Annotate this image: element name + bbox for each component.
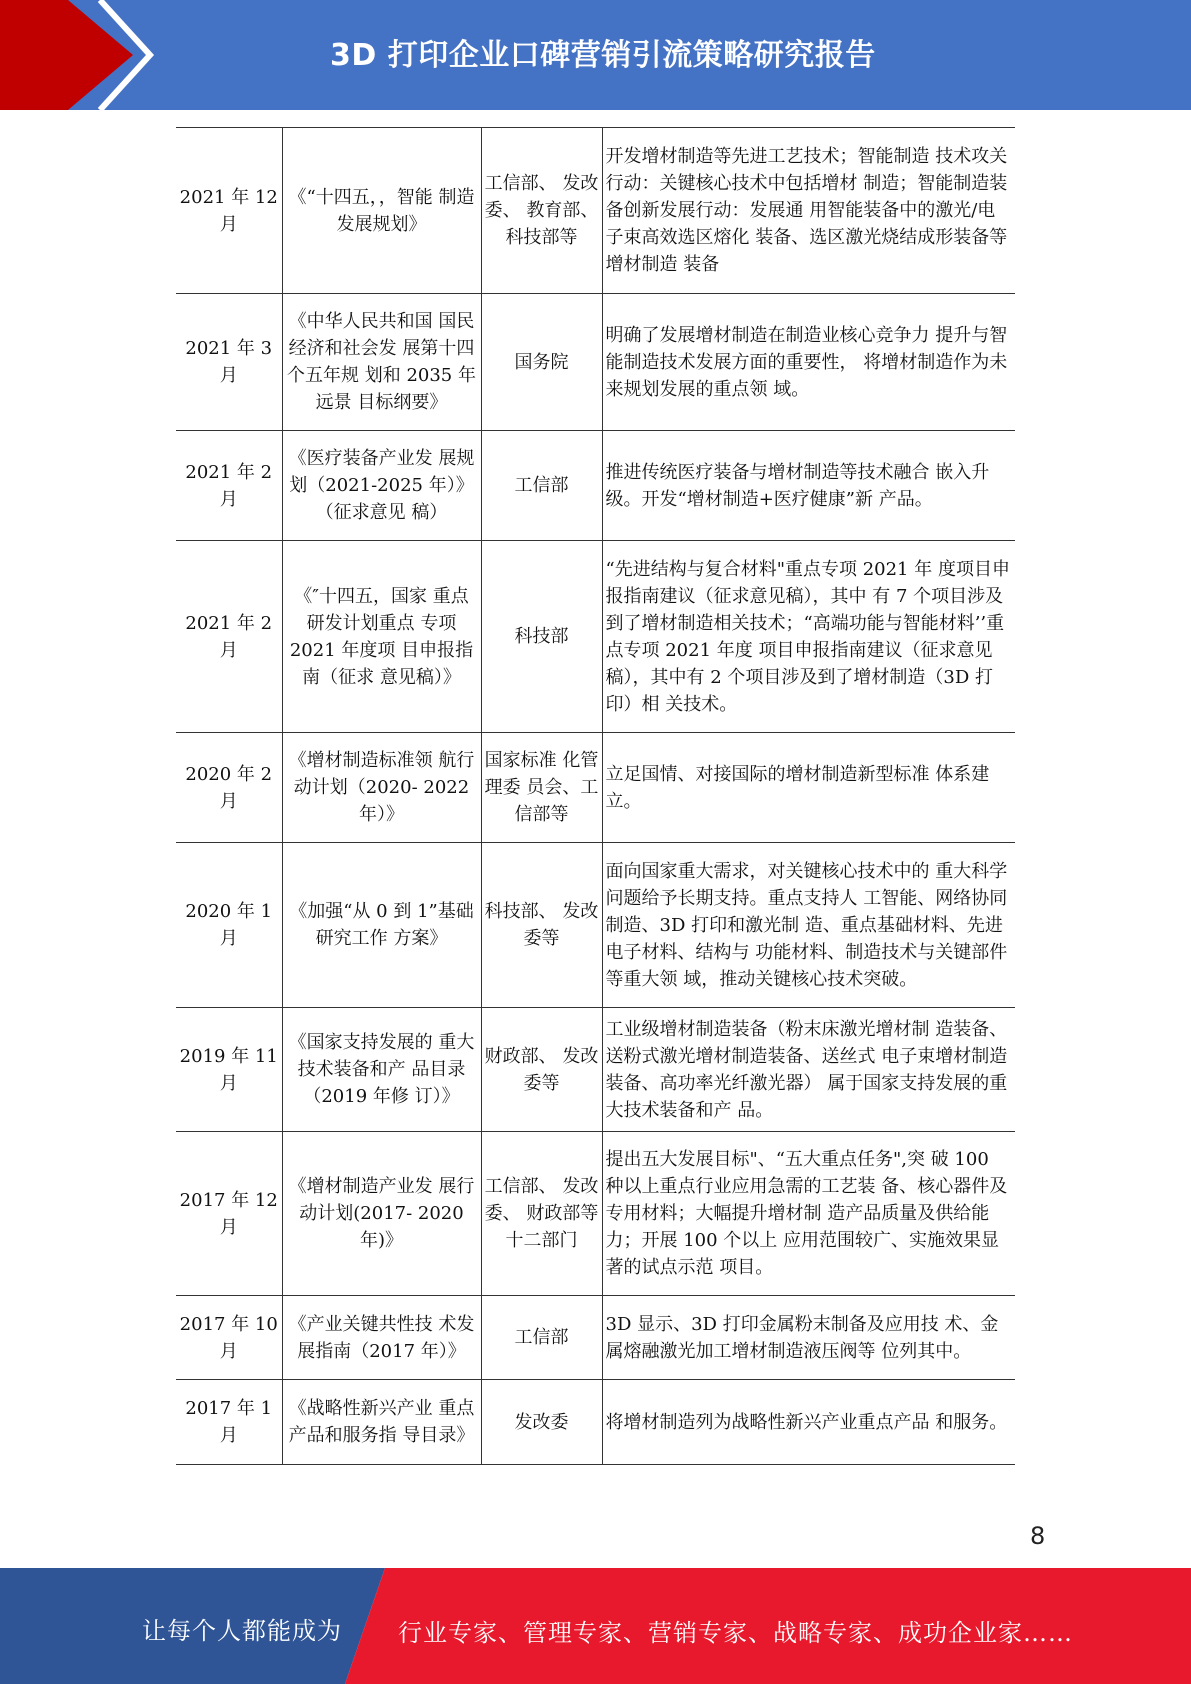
content-cell: 开发增材制造等先进工艺技术；智能制造 技术攻关行动：关键核心技术中包括增材 制造；智能制造装备创新发展行动：发展通 用智能装备中的激光/电子束高效选区熔化 装备、选区激光烧结成形装备等增材制造 装备 [602, 128, 1015, 294]
document-cell: 《″十四五，国家 重点研发计划重点 专项 2021 年度项 目申报指南（征求 意见稿）》 [282, 541, 481, 733]
table-row [176, 541, 1015, 733]
report-title: 3D 打印企业口碑营销引流策略研究报告 [330, 38, 876, 73]
page-footer [0, 1568, 1191, 1684]
department-cell: 国家标准 化管理委 员会、工 信部等 [481, 733, 602, 843]
document-cell: 《战略性新兴产业 重点产品和服务指 导目录》 [282, 1380, 481, 1465]
table-row [176, 733, 1015, 843]
document-cell: 《增材制造标准领 航行动计划（2020- 2022 年）》 [282, 733, 481, 843]
document-cell: 《“十四五，，智能 制造发展规划》 [282, 128, 481, 294]
table-row [176, 1132, 1015, 1296]
table-row [176, 1296, 1015, 1380]
content-cell: 明确了发展增材制造在制造业核心竞争力 提升与智能制造技术发展方面的重要性， 将增材制造作为未来规划发展的重点领 域。 [602, 294, 1015, 431]
date-cell: 2017 年 10 月 [176, 1296, 282, 1380]
content-cell: 3D 显示、3D 打印金属粉末制备及应用技 术、金属熔融激光加工增材制造液压阀等 位列其中。 [602, 1296, 1015, 1380]
date-cell: 2020 年 2 月 [176, 733, 282, 843]
content-cell: 面向国家重大需求，对关键核心技术中的 重大科学问题给予长期支持。重点支持人 工智能、网络协同制造、3D 打印和激光制 造、重点基础材料、先进电子材料、结构与 功能材料、制造技术与关键部件等重大领 域，推动关键核心技术突破。 [602, 843, 1015, 1008]
page-number: 8 [1030, 1522, 1046, 1550]
department-cell: 工信部 [481, 431, 602, 541]
date-cell: 2017 年 12 月 [176, 1132, 282, 1296]
date-cell: 2017 年 1 月 [176, 1380, 282, 1465]
department-cell: 科技部、 发改委等 [481, 843, 602, 1008]
page-header [0, 0, 1191, 110]
table-row [176, 843, 1015, 1008]
document-cell: 《增材制造产业发 展行动计划(2017- 2020 年)》 [282, 1132, 481, 1296]
date-cell: 2021 年 2 月 [176, 431, 282, 541]
department-cell: 工信部 [481, 1296, 602, 1380]
document-cell: 《中华人民共和国 国民经济和社会发 展第十四个五年规 划和 2035 年远景 目标纲要》 [282, 294, 481, 431]
content-cell: 将增材制造列为战略性新兴产业重点产品 和服务。 [602, 1380, 1015, 1465]
table-row [176, 1008, 1015, 1132]
table-row [176, 431, 1015, 541]
department-cell: 工信部、 发改委、 财政部等 十二部门 [481, 1132, 602, 1296]
document-cell: 《国家支持发展的 重大技术装备和产 品目录（2019 年修 订）》 [282, 1008, 481, 1132]
content-cell: 提出五大发展目标"、“五大重点任务",突 破 100 种以上重点行业应用急需的工艺装 备、核心器件及专用材料；大幅提升增材制 造产品质量及供给能力；开展 100 个以上 应用范围较广、实施效果显著的试点示范 项目。 [602, 1132, 1015, 1296]
date-cell: 2021 年 2 月 [176, 541, 282, 733]
footer-slogan-left: 让每个人都能成为 [142, 1617, 342, 1645]
footer-slogan-right: 行业专家、管理专家、营销专家、战略专家、成功企业家…… [398, 1619, 1073, 1647]
department-cell: 科技部 [481, 541, 602, 733]
content-cell: 工业级增材制造装备（粉末床激光增材制 造装备、送粉式激光增材制造装备、送丝式 电子束增材制造装备、高功率光纤激光器） 属于国家支持发展的重大技术装备和产 品。 [602, 1008, 1015, 1132]
table-row [176, 294, 1015, 431]
document-cell: 《医疗装备产业发 展规划（2021-2025 年）》（征求意见 稿） [282, 431, 481, 541]
document-cell: 《产业关键共性技 术发展指南（2017 年）》 [282, 1296, 481, 1380]
date-cell: 2021 年 3 月 [176, 294, 282, 431]
date-cell: 2021 年 12 月 [176, 128, 282, 294]
department-cell: 财政部、 发改委等 [481, 1008, 602, 1132]
content-cell: 推进传统医疗装备与增材制造等技术融合 嵌入升级。开发“增材制造+医疗健康”新 产品。 [602, 431, 1015, 541]
policy-table [176, 127, 1015, 1465]
department-cell: 发改委 [481, 1380, 602, 1465]
department-cell: 工信部、 发改委、 教育部、 科技部等 [481, 128, 602, 294]
department-cell: 国务院 [481, 294, 602, 431]
date-cell: 2020 年 1 月 [176, 843, 282, 1008]
content-cell: “先进结构与复合材料"重点专项 2021 年 度项目申报指南建议（征求意见稿），其中 有 7 个项目涉及到了增材制造相关技术；“高端功能与智能材料’’重点专项 2021 年度 项目申报指南建议（征求意见稿），其中有 2 个项目涉及到了增材制造（3D 打印）相 关技术。 [602, 541, 1015, 733]
table-row [176, 1380, 1015, 1465]
date-cell: 2019 年 11 月 [176, 1008, 282, 1132]
table-row [176, 128, 1015, 294]
content-cell: 立足国情、对接国际的增材制造新型标准 体系建立。 [602, 733, 1015, 843]
document-cell: 《加强“从 0 到 1”基础研究工作 方案》 [282, 843, 481, 1008]
